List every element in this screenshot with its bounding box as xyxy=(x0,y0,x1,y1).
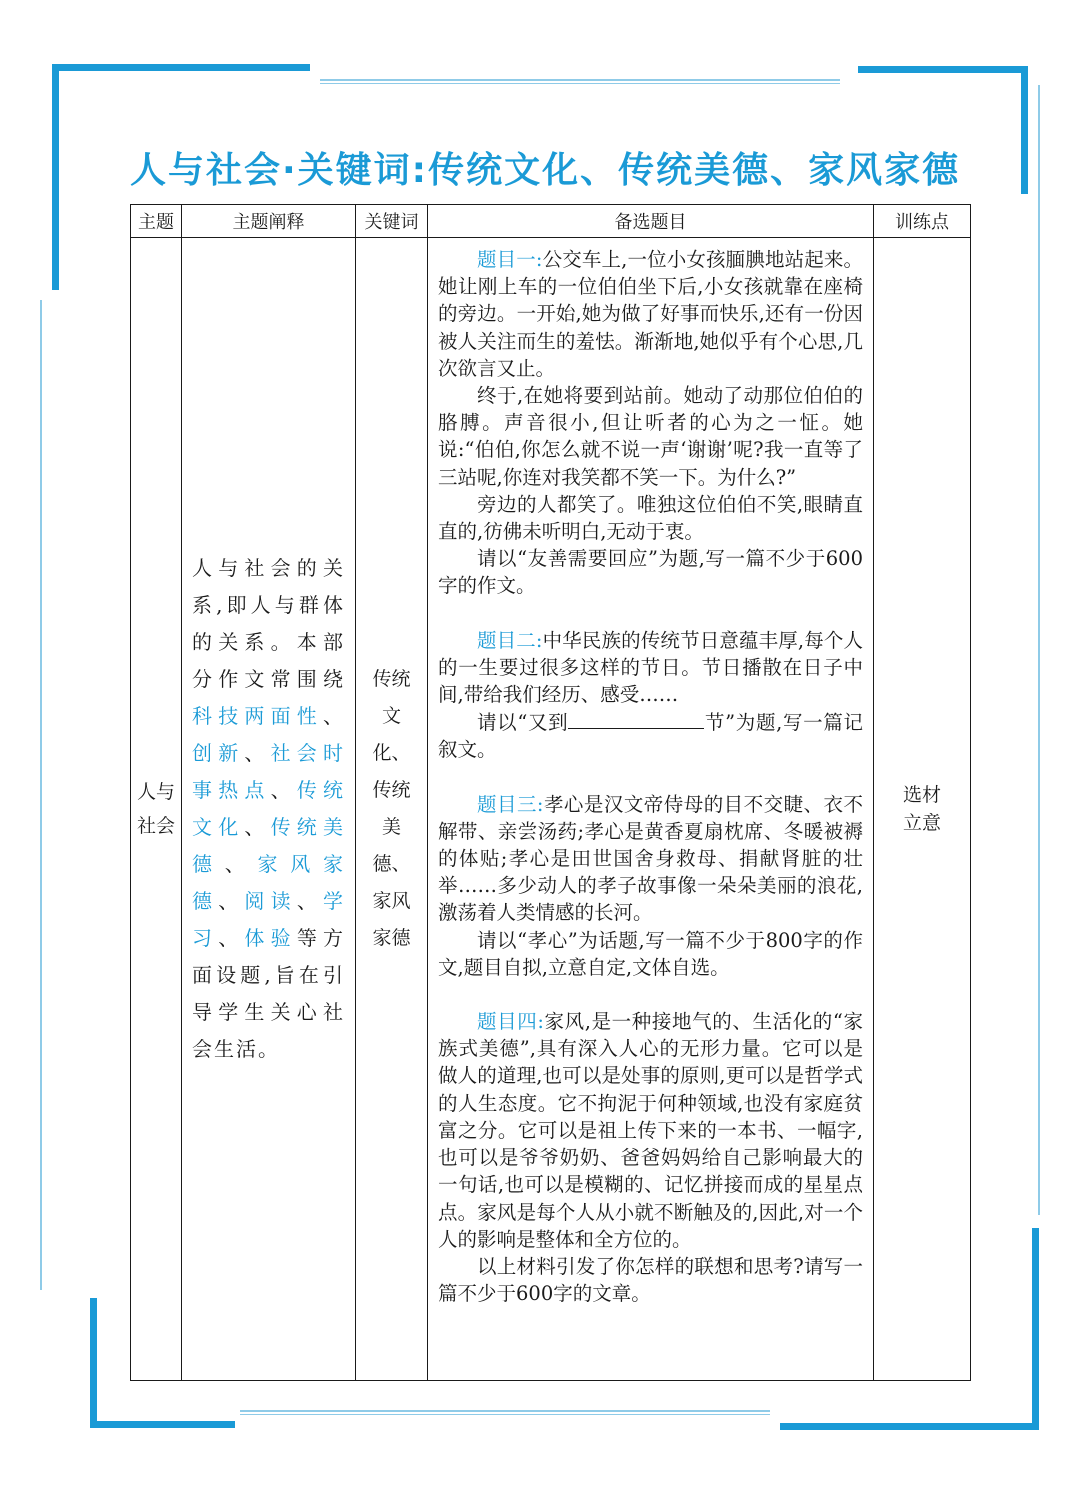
topics-cell xyxy=(428,238,874,1381)
frame-thin-line-top xyxy=(320,79,840,81)
theme-text: 人与社会 xyxy=(136,781,175,837)
frame-thin-line-right xyxy=(1038,85,1040,1215)
frame-thin-line-top-2 xyxy=(320,83,840,84)
table-row xyxy=(131,238,971,1381)
header-explanation: 主题阐释 xyxy=(182,205,356,238)
topic-one-label: 题目一: xyxy=(477,248,543,271)
frame-top-right-h xyxy=(858,66,1028,73)
topics-table xyxy=(130,204,971,1381)
frame-top-left-h xyxy=(52,64,310,71)
explanation-text: 人与社会的关系,即人与群体的关系。本部分作文常围绕科技两面性、创新、社会时事热点、传统文化、传统美德、家风家德、阅读、学习、体验等方面设题,旨在引导学生关心社会生活。 xyxy=(192,556,346,1061)
frame-bottom-right-h xyxy=(780,1423,1039,1430)
topic-four: 题目四:家风,是一种接地气的、生活化的“家族式美德”,具有深入人心的无形力量。它可以是做人的道理,也可以是处事的原则,更可以是哲学式的人生态度。它不拘泥于何种领域,也没有家庭贫富之分。它可以是祖上传下来的一本书、一幅字,也可以是爷爷奶奶、爸爸妈妈给自己影响最大的一句话,也可以是模糊的、记忆拼接而成的星星点点。家风是每个人从小就不断触及的,因此,对一个人的影响是整体和全方位的。 以上材料引发了你怎样的联想和思考?请写一篇不少于600字的文章。 xyxy=(438,1010,864,1306)
frame-thin-line-bottom-2 xyxy=(240,1414,770,1415)
header-theme: 主题 xyxy=(131,205,182,238)
topic-four-label: 题目四: xyxy=(477,1010,544,1034)
topic-one: 题目一:公交车上,一位小女孩腼腆地站起来。她让刚上车的一位伯伯坐下后,小女孩就靠在座椅的旁边。一开始,她为做了好事而快乐,还有一份因被人关注而生的羞怯。渐渐地,她似乎有个心思,几次欲言又止。 终于,在她将要到站前。她动了动那位伯伯的胳膊。声音很小,但让听者的心为之一怔。她说:“伯伯,你怎么就不说一声‘谢谢’呢?我一直等了三站呢,你连对我笑都不笑一下。为什么?” 旁边的人都笑了。唯独这位伯伯不笑,眼睛直直的,彷佛未听明白,无动于衷。 请以“友善需要回应”为题,写一篇不少于600字的作文。 xyxy=(438,248,863,598)
frame-thin-line-left xyxy=(40,300,42,1290)
header-keywords: 关键词 xyxy=(356,205,428,238)
table-header-row xyxy=(131,205,971,238)
training-point-text: 选材立意 xyxy=(902,784,941,834)
page-title: 人与社会·关键词:传统文化、传统美德、家风家德 xyxy=(130,150,961,191)
frame-bottom-right-v xyxy=(1032,1228,1039,1430)
frame-thin-line-bottom xyxy=(240,1410,770,1412)
frame-top-left-v xyxy=(52,64,59,290)
header-training-point: 训练点 xyxy=(874,205,971,238)
topic-two-label: 题目二: xyxy=(477,628,543,652)
keywords-cell xyxy=(356,238,428,1381)
topic-three: 题目三:孝心是汉文帝侍母的目不交睫、衣不解带、亲尝汤药;孝心是黄香夏扇枕席、冬暖被褥的体贴;孝心是田世国舍身救母、捐献肾脏的壮举……多少动人的孝子故事像一朵朵美丽的浪花,激荡着人类情感的长河。 请以“孝心”为话题,写一篇不少于800字的作文,题目自拟,立意自定,文体自选。 xyxy=(438,792,863,979)
frame-bottom-left-v xyxy=(90,1298,97,1428)
topic-two: 题目二:中华民族的传统节日意蕴丰厚,每个人的一生要过很多这样的节日。节日播散在日子中间,带给我们经历、感受…… 请以“又到 节”为题,写一篇记叙文。 xyxy=(438,628,863,762)
keywords-text: 传统文化、传统美德、家风家德 xyxy=(372,668,411,949)
fill-in-blank xyxy=(568,708,704,729)
explanation-cell xyxy=(182,238,356,1381)
topic-three-label: 题目三: xyxy=(477,792,544,816)
header-topics: 备选题目 xyxy=(428,205,874,238)
theme-cell xyxy=(131,238,182,1381)
frame-top-right-v xyxy=(1021,66,1028,194)
training-point-cell xyxy=(874,238,971,1381)
frame-bottom-left-h xyxy=(90,1421,235,1428)
